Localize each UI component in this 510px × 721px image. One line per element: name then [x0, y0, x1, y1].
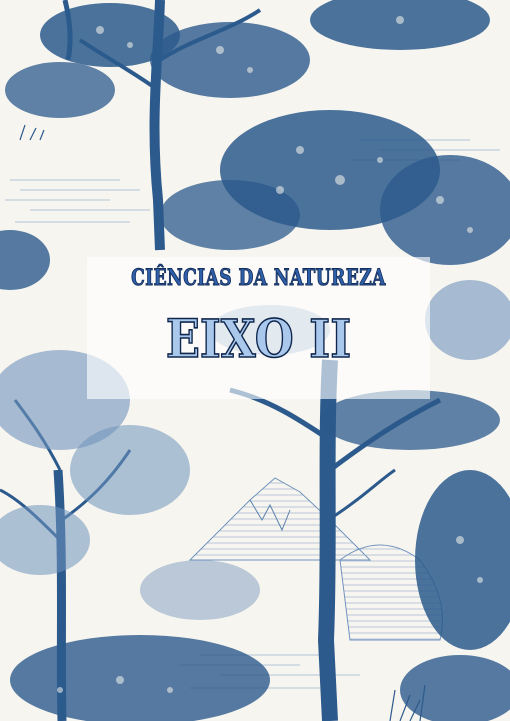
- title-panel: [87, 257, 430, 399]
- subject-subtitle: CIÊNCIAS DA NATUREZA: [131, 265, 386, 291]
- cover-title: EIXO II: [165, 309, 352, 370]
- distant-mountain: [190, 478, 370, 560]
